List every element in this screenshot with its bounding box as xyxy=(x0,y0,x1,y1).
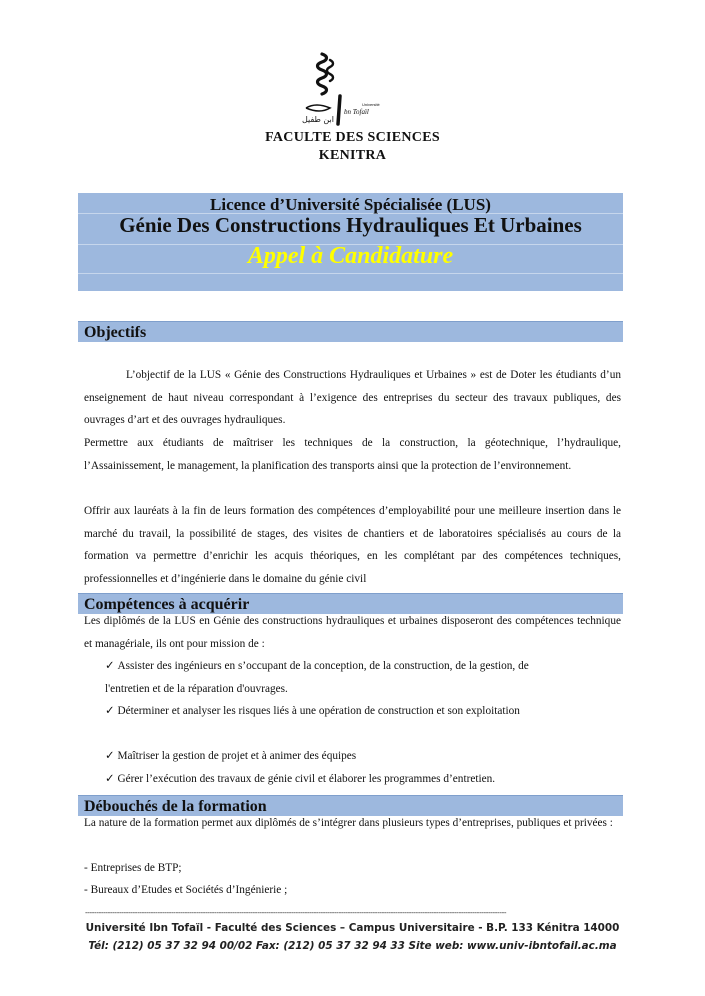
checkmark-icon: ✓ xyxy=(105,705,115,717)
objectifs-paragraph-1: L’objectif de la LUS « Génie des Constructions Hydrauliques et Urbaines » est de Doter les étudiants d’un enseignement de haut niveau correspondant à l’exigence des entreprises du secteur des travaux publiques, des ouvrages d’art et des ouvrages hydrauliques. xyxy=(84,369,621,427)
checkmark-icon: ✓ xyxy=(105,660,115,672)
title-box-rule xyxy=(78,273,623,274)
university-logo-graphic xyxy=(300,50,400,128)
objectifs-paragraph-2: Permettre aux étudiants de maîtriser les techniques de la construction, la géotechnique, l’hydraulique, l’Assainissement, le management, la planification des transports ainsi que la protection de l’environnement. xyxy=(84,437,621,472)
competences-intro: Les diplômés de la LUS en Génie des constructions hydrauliques et urbaines disposeront des compétences technique et managériale, ils ont pour mission de : xyxy=(84,615,621,650)
checkmark-icon: ✓ xyxy=(105,750,115,762)
svg-text:ابن طفيل: ابن طفيل xyxy=(302,115,334,124)
call-for-applications: Appel à Candidature xyxy=(247,243,454,269)
competence-item: ✓ Gérer l’exécution des travaux de génie civil et élaborer les programmes d’entretien. xyxy=(105,773,496,785)
objectifs-paragraph-3: Offrir aux lauréats à la fin de leurs formation des compétences d’employabilité pour une meilleure insertion dans le marché du travail, la possibilité de stages, des visites de chantiers et de laboratoires spécialisés au cours de la formation va permettre d’enrichir les acquis théoriques, en les complétant par des compétences techniques, professionnelles et d’ingénierie dans le domaine du génie civil xyxy=(84,505,621,585)
title-box xyxy=(78,193,623,291)
footer-contact: Tél: (212) 05 37 32 94 00/02 Fax: (212) 05 37 32 94 33 Site web: www.univ-ibntofail.ac.ma xyxy=(88,940,617,952)
faculty-name: FACULTE DES SCIENCES xyxy=(265,130,440,145)
debouche-item: - Bureaux d’Etudes et Sociétés d’Ingénierie ; xyxy=(84,884,288,896)
program-type: Licence d’Université Spécialisée (LUS) xyxy=(210,195,491,214)
section-heading-debouches: Débouchés de la formation xyxy=(78,795,623,816)
footer-divider: ------------------------------------------------------------------------------------------------------------------------------------------------------------------------------------------ xyxy=(85,908,507,917)
faculty-city: KENITRA xyxy=(318,148,387,163)
checkmark-icon: ✓ xyxy=(105,773,115,785)
competence-item: ✓ Déterminer et analyser les risques liés à une opération de construction et son exploitation xyxy=(105,705,520,717)
section-heading-competences: Compétences à acquérir xyxy=(78,593,623,614)
program-title: Génie Des Constructions Hydrauliques Et Urbaines xyxy=(119,213,582,237)
svg-text:bn Tofaïl: bn Tofaïl xyxy=(344,108,369,116)
competence-item: ✓ Maîtriser la gestion de projet et à animer des équipes xyxy=(105,750,357,762)
debouches-intro: La nature de la formation permet aux diplômés de s’intégrer dans plusieurs types d’entreprises, publiques et privées : xyxy=(84,817,613,829)
competence-item: ✓ Assister des ingénieurs en s’occupant de la conception, de la construction, de la gestion, de l'entretien et de la réparation d'ouvrages. xyxy=(105,660,529,695)
footer-address: Université Ibn Tofaïl - Faculté des Sciences – Campus Universitaire - B.P. 133 Kénitra 14000 xyxy=(85,922,620,934)
debouche-item: - Entreprises de BTP; xyxy=(84,862,182,874)
university-logo xyxy=(300,50,400,128)
section-heading-objectifs: Objectifs xyxy=(78,321,623,342)
svg-text:Université: Université xyxy=(362,102,380,107)
